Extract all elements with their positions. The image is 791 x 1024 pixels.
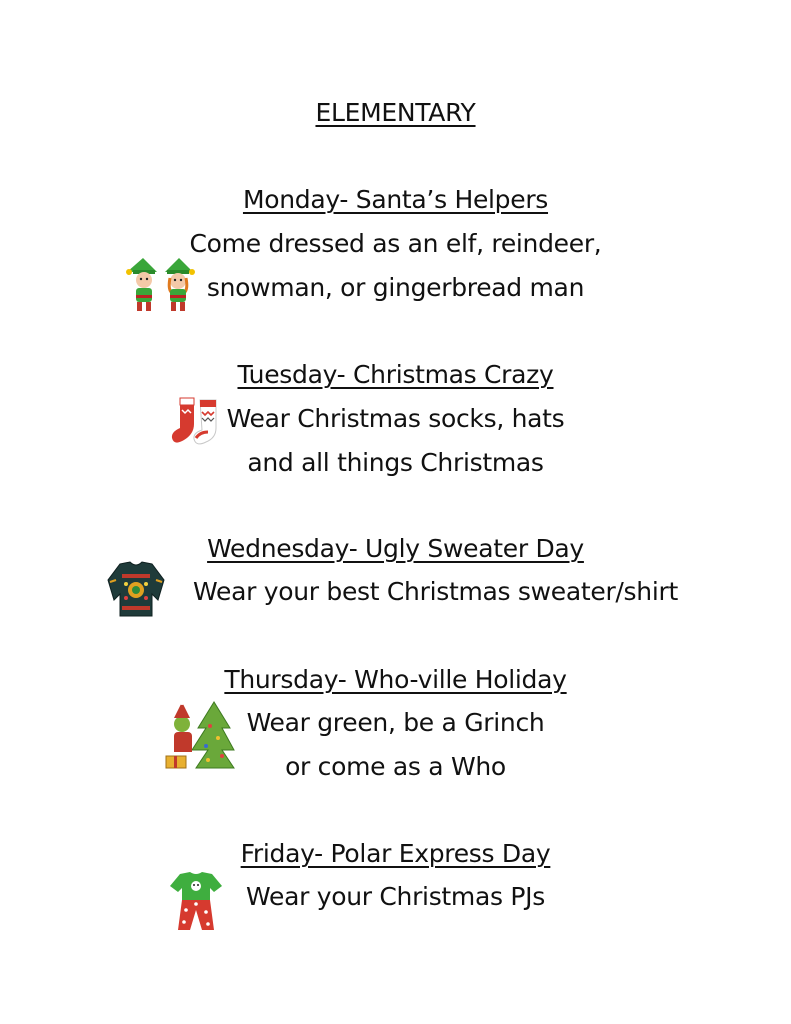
thursday-line-2: or come as a Who (285, 752, 506, 781)
wednesday-title: Wednesday- Ugly Sweater Day (207, 534, 584, 563)
monday-line-1: Come dressed as an elf, reindeer, (189, 229, 602, 258)
friday-title: Friday- Polar Express Day (240, 839, 551, 868)
ugly-sweater-icon (106, 560, 166, 618)
tuesday-title: Tuesday- Christmas Crazy (237, 360, 554, 389)
elves-icon (121, 254, 197, 314)
thursday-title: Thursday- Who-ville Holiday (224, 665, 567, 694)
christmas-pajamas-icon (168, 870, 224, 934)
tuesday-line-1: Wear Christmas socks, hats (226, 404, 565, 433)
christmas-socks-icon (170, 396, 224, 450)
page-title: ELEMENTARY (315, 98, 476, 127)
tuesday-line-2: and all things Christmas (247, 448, 544, 477)
monday-title: Monday- Santa’s Helpers (242, 185, 549, 214)
monday-line-2: snowman, or gingerbread man (206, 273, 585, 302)
thursday-line-1: Wear green, be a Grinch (246, 708, 545, 737)
friday-line-1: Wear your Christmas PJs (246, 882, 545, 911)
wednesday-line-1: Wear your best Christmas sweater/shirt (193, 577, 678, 606)
grinch-tree-icon (162, 698, 238, 772)
